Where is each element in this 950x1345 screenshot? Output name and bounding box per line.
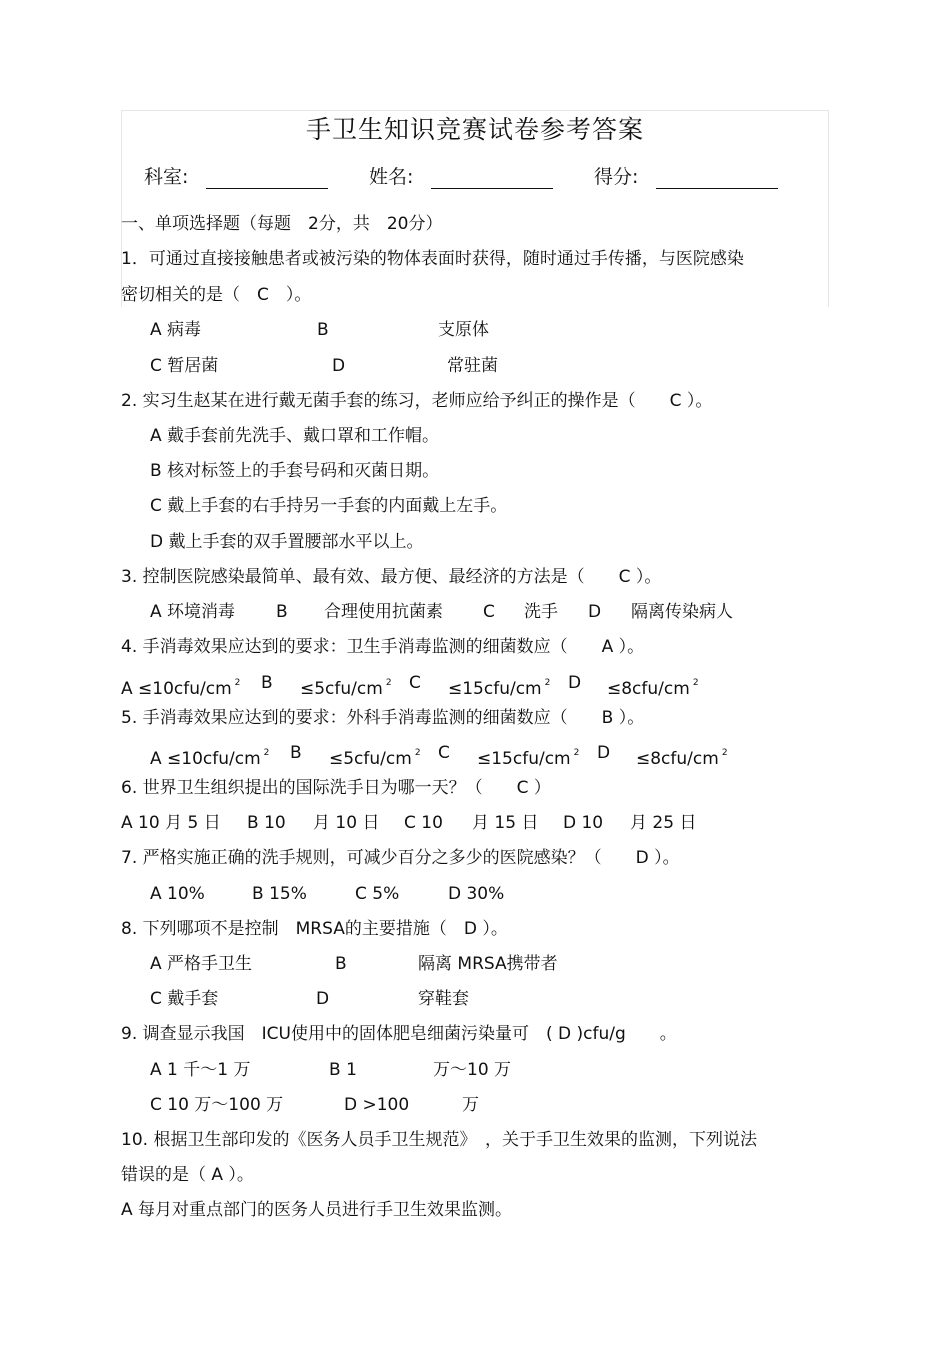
q5-option-d-letter: D xyxy=(597,743,611,763)
q4-option-d-letter: D xyxy=(568,673,582,693)
q9-option-a: A 1 千～1 万 xyxy=(150,1060,251,1080)
q6-option-b-prefix: B 10 xyxy=(247,813,286,833)
q2-option-a: A 戴手套前先洗手、戴口罩和工作帽。 xyxy=(150,426,440,446)
q3-option-c-text: 洗手 xyxy=(524,602,558,622)
q3-option-d-text: 隔离传染病人 xyxy=(631,602,733,622)
page-title: 手卫生知识竞赛试卷参考答案 xyxy=(305,115,644,144)
q7-option-c: C 5% xyxy=(355,884,400,904)
q9-option-c: C 10 万～100 万 xyxy=(150,1095,284,1115)
q1-option-c: C 暂居菌 xyxy=(150,356,219,376)
q5-option-b-letter: B xyxy=(290,743,302,763)
q8-option-c: C 戴手套 xyxy=(150,989,219,1009)
q7-option-a: A 10% xyxy=(150,884,205,904)
q5-stem: 5. 手消毒效果应达到的要求：外科手消毒监测的细菌数应（ B ）。 xyxy=(121,708,645,728)
q6-option-d-text: 月 25 日 xyxy=(630,813,697,833)
q1-option-d-letter: D xyxy=(332,356,346,376)
q6-stem: 6. 世界卫生组织提出的国际洗手日为哪一天？（ C ） xyxy=(121,778,551,798)
q4-stem: 4. 手消毒效果应达到的要求：卫生手消毒监测的细菌数应（ A ）。 xyxy=(121,637,645,657)
q9-option-b-prefix: B 1 xyxy=(329,1060,357,1080)
q3-option-a: A 环境消毒 xyxy=(150,602,236,622)
q2-option-b: B 核对标签上的手套号码和灭菌日期。 xyxy=(150,461,440,481)
q8-option-d-letter: D xyxy=(316,989,330,1009)
q5-option-c-text: ≤15cfu/cm $^2$ xyxy=(477,748,580,769)
q3-stem: 3. 控制医院感染最简单、最有效、最方便、最经济的方法是（ C ）。 xyxy=(121,567,662,587)
q4-option-c-text: ≤15cfu/cm $^2$ xyxy=(448,678,551,699)
q2-option-c: C 戴上手套的右手持另一手套的内面戴上左手。 xyxy=(150,496,508,516)
q1-option-b-text: 支原体 xyxy=(438,320,489,340)
q8-option-a: A 严格手卫生 xyxy=(150,954,253,974)
q8-option-d-text: 穿鞋套 xyxy=(418,989,469,1009)
q3-option-b-text: 合理使用抗菌素 xyxy=(324,602,443,622)
q5-option-a: A ≤10cfu/cm $^2$ xyxy=(150,748,270,769)
q7-option-d: D 30% xyxy=(448,884,505,904)
q2-option-d: D 戴上手套的双手置腰部水平以上。 xyxy=(150,532,424,552)
q8-option-b-text: 隔离 MRSA携带者 xyxy=(418,954,558,974)
q6-option-b-text: 月 10 日 xyxy=(313,813,380,833)
q9-option-b-text: 万～10 万 xyxy=(433,1060,512,1080)
q1-stem-line1: 1．可通过直接接触患者或被污染的物体表面时获得，随时通过手传播，与医院感染 xyxy=(121,249,744,269)
q8-stem: 8. 下列哪项不是控制 MRSA的主要措施（ D ）。 xyxy=(121,919,508,939)
q10-stem-line1: 10. 根据卫生部印发的《医务人员手卫生规范》 ，关于手卫生效果的监测，下列说法 xyxy=(121,1130,757,1150)
q1-option-b-letter: B xyxy=(317,320,329,340)
score-label: 得分: xyxy=(594,166,639,188)
dept-label: 科室: xyxy=(144,166,189,188)
q9-stem: 9. 调查显示我国 ICU使用中的固体肥皂细菌污染量可 ( D )cfu/g 。 xyxy=(121,1024,677,1044)
q6-option-c-prefix: C 10 xyxy=(404,813,443,833)
name-label: 姓名: xyxy=(369,166,414,188)
q1-stem-line2: 密切相关的是（ C ）。 xyxy=(121,285,312,305)
q8-option-b-letter: B xyxy=(335,954,347,974)
q3-option-c-letter: C xyxy=(483,602,495,622)
q3-option-b-letter: B xyxy=(276,602,288,622)
q6-option-d-prefix: D 10 xyxy=(563,813,604,833)
q4-option-b-text: ≤5cfu/cm $^2$ xyxy=(300,678,392,699)
q6-option-a: A 10 月 5 日 xyxy=(121,813,221,833)
q9-option-d-text: 万 xyxy=(462,1095,479,1115)
q10-option-a: A 每月对重点部门的医务人员进行手卫生效果监测。 xyxy=(121,1200,513,1220)
name-blank[interactable] xyxy=(431,164,553,189)
q7-option-b: B 15% xyxy=(252,884,307,904)
q4-option-a: A ≤10cfu/cm $^2$ xyxy=(121,678,241,699)
q5-option-b-text: ≤5cfu/cm $^2$ xyxy=(329,748,421,769)
q4-option-d-text: ≤8cfu/cm $^2$ xyxy=(607,678,699,699)
name-field xyxy=(369,162,553,189)
score-field xyxy=(594,162,778,189)
q7-stem: 7. 严格实施正确的洗手规则，可减少百分之多少的医院感染？（ D ）。 xyxy=(121,848,680,868)
q3-option-d-letter: D xyxy=(588,602,602,622)
dept-blank[interactable] xyxy=(206,164,328,189)
q9-option-d-prefix: D >100 xyxy=(344,1095,410,1115)
section-heading: 一、单项选择题（每题 2分，共 20分） xyxy=(121,214,443,234)
q10-stem-line2: 错误的是（ A ）。 xyxy=(121,1165,254,1185)
q2-stem: 2. 实习生赵某在进行戴无菌手套的练习，老师应给予纠正的操作是（ C ）。 xyxy=(121,391,713,411)
score-blank[interactable] xyxy=(656,164,778,189)
q1-option-a: A 病毒 xyxy=(150,320,202,340)
q6-option-c-text: 月 15 日 xyxy=(472,813,539,833)
q5-option-c-letter: C xyxy=(438,743,450,763)
q4-option-b-letter: B xyxy=(261,673,273,693)
dept-field xyxy=(144,162,328,189)
q5-option-d-text: ≤8cfu/cm $^2$ xyxy=(636,748,728,769)
q4-option-c-letter: C xyxy=(409,673,421,693)
q1-option-d-text: 常驻菌 xyxy=(447,356,498,376)
